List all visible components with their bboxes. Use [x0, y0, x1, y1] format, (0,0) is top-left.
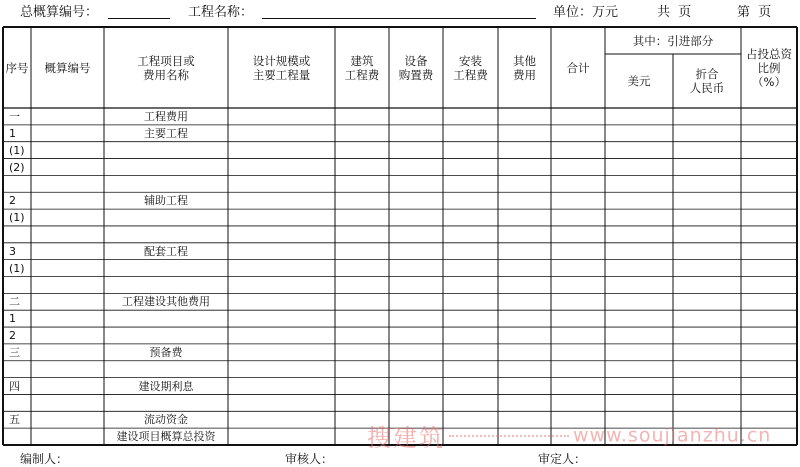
row-name: 辅助工程 — [144, 194, 188, 208]
col-rmb: 折合 人民币 — [689, 67, 725, 95]
header-unit: 单位：万元 — [553, 5, 619, 20]
header-pages-total: 共 页 — [657, 5, 692, 20]
row-seq: (1) — [9, 211, 25, 225]
row-seq: (1) — [9, 261, 25, 275]
col-code: 概算编号 — [44, 60, 91, 75]
col-other: 其他 费用 — [513, 53, 536, 82]
row-name: 主要工程 — [144, 126, 188, 140]
row-seq: (1) — [9, 143, 25, 157]
row-seq: 一 — [9, 110, 20, 123]
col-equipment: 设备 购置费 — [398, 53, 434, 82]
row-seq: 3 — [9, 244, 16, 258]
header-code-label: 总概算编号： — [20, 5, 99, 20]
watermark-dots — [449, 435, 569, 437]
row-name: 工程费用 — [144, 110, 188, 123]
row-seq: 1 — [9, 126, 16, 140]
col-scale: 设计规模或 主要工程量 — [252, 53, 311, 82]
row-seq: (2) — [9, 160, 25, 174]
row-seq: 2 — [9, 329, 16, 343]
row-seq: 2 — [9, 194, 16, 208]
footer-reviewer: 审核人： — [285, 452, 334, 466]
row-seq: 四 — [9, 379, 20, 393]
row-name: 配套工程 — [144, 244, 188, 258]
col-ratio: 占投总资 比例 （%） — [746, 46, 792, 89]
col-usd: 美元 — [627, 74, 651, 88]
footer-compiler: 编制人： — [20, 452, 69, 466]
row-seq: 二 — [9, 295, 20, 309]
row-seq: 1 — [9, 312, 16, 326]
row-name: 流动资金 — [144, 413, 188, 427]
header-page-no: 第 页 — [737, 5, 772, 20]
col-install: 安装 工程费 — [453, 53, 488, 82]
header-project-label: 工程名称： — [188, 5, 254, 20]
row-name: 建设项目概算总投资 — [116, 430, 216, 444]
watermark-en: www.soujianzhu.cn — [573, 424, 772, 447]
col-building: 建筑 工程费 — [344, 53, 380, 82]
col-import-group: 其中：引进部分 — [632, 33, 714, 48]
watermark-cn: 搜建筑 — [367, 424, 445, 452]
footer-approver: 审定人： — [538, 452, 587, 466]
col-item: 工程项目或 费用名称 — [137, 53, 195, 82]
row-seq: 三 — [9, 345, 20, 359]
row-seq: 五 — [9, 413, 20, 427]
watermark — [367, 418, 797, 452]
row-name: 建设期利息 — [138, 379, 194, 393]
col-seq: 序号 — [5, 60, 29, 75]
col-total: 合计 — [566, 60, 590, 75]
row-name: 工程建设其他费用 — [122, 295, 210, 309]
row-name: 预备费 — [149, 345, 183, 359]
